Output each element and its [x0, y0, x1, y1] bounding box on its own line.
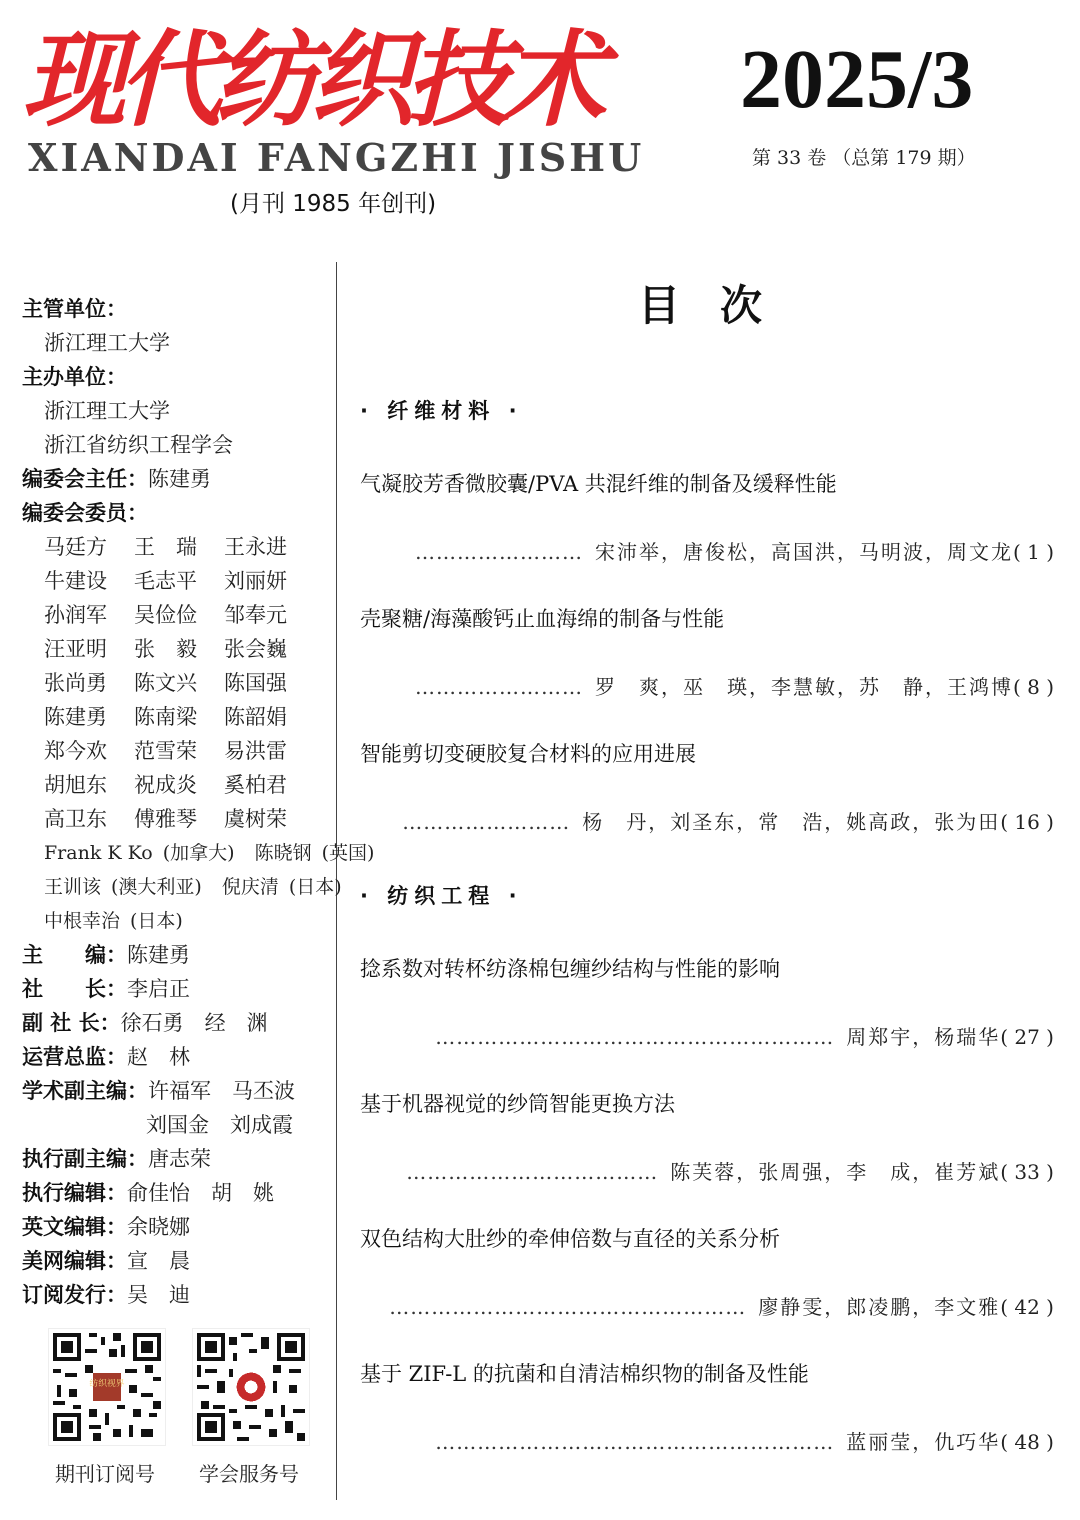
vice-president-label: 副 社 长： — [22, 1011, 121, 1035]
article-title[interactable]: 捻系数对转杯纺涤棉包缠纱结构与性能的影响 — [360, 957, 780, 981]
foreign-members-row: 王训该 (澳大利亚) 倪庆清 (日本) — [44, 876, 342, 898]
publication-frequency: (月刊 1985 年创刊) — [230, 191, 437, 217]
supervisor-value: 浙江理工大学 — [44, 331, 170, 355]
ops-label: 运营总监： — [22, 1045, 127, 1069]
article-byline — [406, 1155, 1054, 1189]
article-title[interactable]: 智能剪切变硬胶复合材料的应用进展 — [360, 742, 696, 766]
members-row: 陈建勇 陈南梁 陈韶娟 — [44, 705, 287, 729]
issue-number: 2025/3 — [740, 33, 974, 126]
sponsor-value: 浙江理工大学 — [44, 399, 170, 423]
leader-dots: …………………… — [414, 675, 583, 699]
exec-editor-value: 俞佳怡 胡 姚 — [127, 1181, 274, 1205]
members-row: 高卫东 傅雅琴 虞树荣 — [44, 807, 287, 831]
members-row: 张尚勇 陈文兴 陈国强 — [44, 671, 287, 695]
article-title[interactable]: 双色结构大肚纱的牵伸倍数与直径的关系分析 — [360, 1227, 780, 1251]
service-qr-code[interactable] — [192, 1328, 310, 1446]
vice-president-value: 徐石勇 经 渊 — [120, 1011, 268, 1035]
article-authors: 罗 爽，巫 瑛，李慧敏，苏 静，王鸿博 — [594, 675, 1013, 699]
article-title[interactable]: 气凝胶芳香微胶囊/PVA 共混纤维的制备及缓释性能 — [360, 472, 837, 496]
distribution-label: 订阅发行： — [22, 1283, 127, 1307]
design-editor-label: 美网编辑： — [22, 1249, 127, 1273]
english-editor-label: 英文编辑： — [22, 1215, 127, 1239]
editor-value: 陈建勇 — [127, 943, 190, 967]
board-members — [22, 530, 375, 938]
foreign-members-row: 中根幸治 (日本) — [44, 910, 183, 932]
service-qr-label: 学会服务号 — [199, 1462, 299, 1486]
qr-center-badge: 纺织视界 — [89, 1378, 125, 1389]
academic-deputy-value: 许福军 马丕波 — [148, 1079, 295, 1103]
article-byline — [435, 1020, 1054, 1054]
article-page: ( 8 ) — [1012, 675, 1054, 699]
members-row: 马廷方 王 瑞 王永进 — [44, 535, 287, 559]
article-title[interactable]: 壳聚糖/海藻酸钙止血海绵的制备与性能 — [360, 607, 725, 631]
article-byline — [415, 535, 1054, 569]
article-byline — [435, 1425, 1054, 1459]
leader-dots: …………………………………………… — [389, 1295, 747, 1319]
academic-deputy-label: 学术副主编： — [22, 1079, 148, 1103]
leader-dots: …………………… — [402, 810, 571, 834]
sponsor-value: 浙江省纺织工程学会 — [44, 433, 233, 457]
article-byline — [389, 1290, 1054, 1324]
board-chair-label: 编委会主任： — [22, 467, 148, 491]
article-title[interactable]: 基于机器视觉的纱筒智能更换方法 — [360, 1092, 675, 1116]
article-authors: 杨 丹，刘圣东，常 浩，姚高政，张为田 — [582, 810, 1001, 834]
ops-value: 赵 林 — [127, 1045, 190, 1069]
article-title[interactable]: 基于 ZIF-L 的抗菌和自清洁棉织物的制备及性能 — [360, 1362, 809, 1386]
subscription-qr-code[interactable] — [48, 1328, 166, 1446]
exec-editor-label: 执行编辑： — [22, 1181, 127, 1205]
masthead-staff-list — [22, 292, 375, 1312]
article-page: ( 33 ) — [1000, 1160, 1054, 1184]
leader-dots: …………………… — [414, 540, 583, 564]
distribution-value: 吴 迪 — [127, 1283, 190, 1307]
section-heading: · 纤维材料 · — [360, 399, 523, 423]
foreign-members-row: Frank K Ko (加拿大) 陈晓钢 (英国) — [44, 842, 375, 864]
toc-title: 目次 — [637, 281, 802, 330]
article-authors: 宋沛举，唐俊松，高国洪，马明波，周文龙 — [594, 540, 1013, 564]
members-label: 编委会委员： — [22, 501, 148, 525]
article-byline — [415, 670, 1054, 704]
president-value: 李启正 — [127, 977, 190, 1001]
article-page: ( 48 ) — [1000, 1430, 1054, 1454]
journal-logo: 现代纺织技术 — [22, 18, 599, 141]
president-label: 社 长： — [22, 977, 127, 1001]
subscription-qr-label: 期刊订阅号 — [55, 1462, 155, 1486]
article-authors: 周郑宇，杨瑞华 — [846, 1025, 1001, 1049]
members-row: 胡旭东 祝成炎 奚柏君 — [44, 773, 287, 797]
leader-dots: ………………………………………………… — [435, 1025, 835, 1049]
members-row: 汪亚明 张 毅 张会巍 — [44, 637, 287, 661]
section-heading: · 纺织工程 · — [360, 884, 523, 908]
article-authors: 廖静雯，郎凌鹏，李文雅 — [758, 1295, 1001, 1319]
article-page: ( 16 ) — [1000, 810, 1054, 834]
members-row: 孙润军 吴俭俭 邹奉元 — [44, 603, 287, 627]
sponsor-label: 主办单位： — [22, 365, 127, 389]
article-page: ( 27 ) — [1000, 1025, 1054, 1049]
article-byline — [402, 805, 1054, 839]
english-editor-value: 余晓娜 — [127, 1215, 190, 1239]
article-authors: 陈芙蓉，张周强，李 成，崔芳斌 — [670, 1160, 1001, 1184]
board-chair-value: 陈建勇 — [148, 467, 211, 491]
members-row: 牛建设 毛志平 刘丽妍 — [44, 569, 287, 593]
leader-dots: ………………………………………………… — [435, 1430, 835, 1454]
article-authors: 蓝丽莹，仇巧华 — [846, 1430, 1001, 1454]
editor-label: 主 编： — [22, 943, 127, 967]
leader-dots: ……………………………… — [406, 1160, 659, 1184]
volume-info: 第 33 卷 （总第 179 期） — [752, 147, 976, 169]
academic-deputy-value: 刘国金 刘成霞 — [146, 1113, 293, 1137]
journal-logo-pinyin: XIANDAI FANGZHI JISHU — [28, 135, 645, 180]
supervisor-label: 主管单位： — [22, 297, 127, 321]
members-row: 郑今欢 范雪荣 易洪雷 — [44, 739, 287, 763]
exec-deputy-label: 执行副主编： — [22, 1147, 148, 1171]
article-page: ( 42 ) — [1000, 1295, 1054, 1319]
article-page: ( 1 ) — [1012, 540, 1054, 564]
design-editor-value: 宣 晨 — [127, 1249, 190, 1273]
exec-deputy-value: 唐志荣 — [148, 1147, 211, 1171]
